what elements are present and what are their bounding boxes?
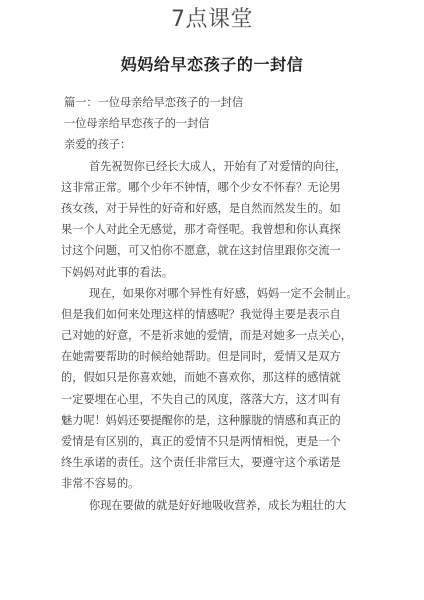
paragraph-1-line-3: 孩女孩，对于异性的好奇和好感，是自然而然发生的。如: [61, 201, 341, 215]
paragraph-2-line-5: 的，假如只是你喜欢她，而她不喜欢你，那这样的感情就: [61, 371, 341, 385]
paragraph-2-line-2: 但是我们如何来处理这样的情感呢？我觉得主要是表示自: [61, 307, 341, 321]
paragraph-1-line-4: 果一个人对此全无感觉，那才奇怪呢。我曾想和你认真探: [61, 223, 341, 237]
paragraph-2-line-1: 现在，如果你对哪个异性有好感，妈妈一定不会制止。: [89, 286, 358, 300]
paragraph-2-line-3: 己对她的好意，不是祈求她的爱情，而是对她多一点关心，: [61, 329, 352, 343]
paragraph-1-line-6: 下妈妈对此事的看法。: [61, 265, 173, 279]
document-body: [61, 92, 364, 516]
paragraph-2-line-4: 在她需要帮助的时候给她帮助。但是同时，爱情又是双方: [61, 350, 341, 364]
document-title: 妈妈给早恋孩子的一封信: [120, 55, 304, 74]
paragraph-2-line-10: 非常不容易的。: [61, 477, 140, 491]
paragraph-3-line-1: 你现在要做的就是好好地吸收营养，成长为粗壮的大: [89, 498, 347, 512]
paragraph-1-line-2: 这非常正常。哪个少年不钟情，哪个少女不怀春？无论男: [61, 180, 341, 194]
paragraph-1-line-5: 讨这个问题，可又怕你不愿意，就在这封信里跟你交流一: [61, 244, 341, 258]
page-header-title: 7点课堂: [171, 7, 253, 32]
paragraph-2-line-6: 一定要埋在心里，不失自己的风度，落落大方，这才叫有: [61, 392, 341, 406]
document-line-2: 一位母亲给早恋孩子的一封信: [64, 117, 210, 131]
paragraph-2-line-8: 爱情是有区别的，真正的爱情不只是两情相悦，更是一个: [61, 435, 341, 448]
paragraph-2-line-7: 魅力呢！妈妈还要提醒你的是，这种朦胧的情感和真正的: [61, 413, 341, 427]
paragraph-1-line-1: 首先祝贺你已经长大成人，开始有了对爱情的向往，: [89, 159, 347, 173]
salutation-line: 亲爱的孩子：: [64, 138, 132, 152]
paragraph-2-line-9: 终生承诺的责任。这个责任非常巨大，要遵守这个承诺是: [61, 456, 341, 470]
document-line-1: 篇一：一位母亲给早恋孩子的一封信: [64, 96, 244, 109]
